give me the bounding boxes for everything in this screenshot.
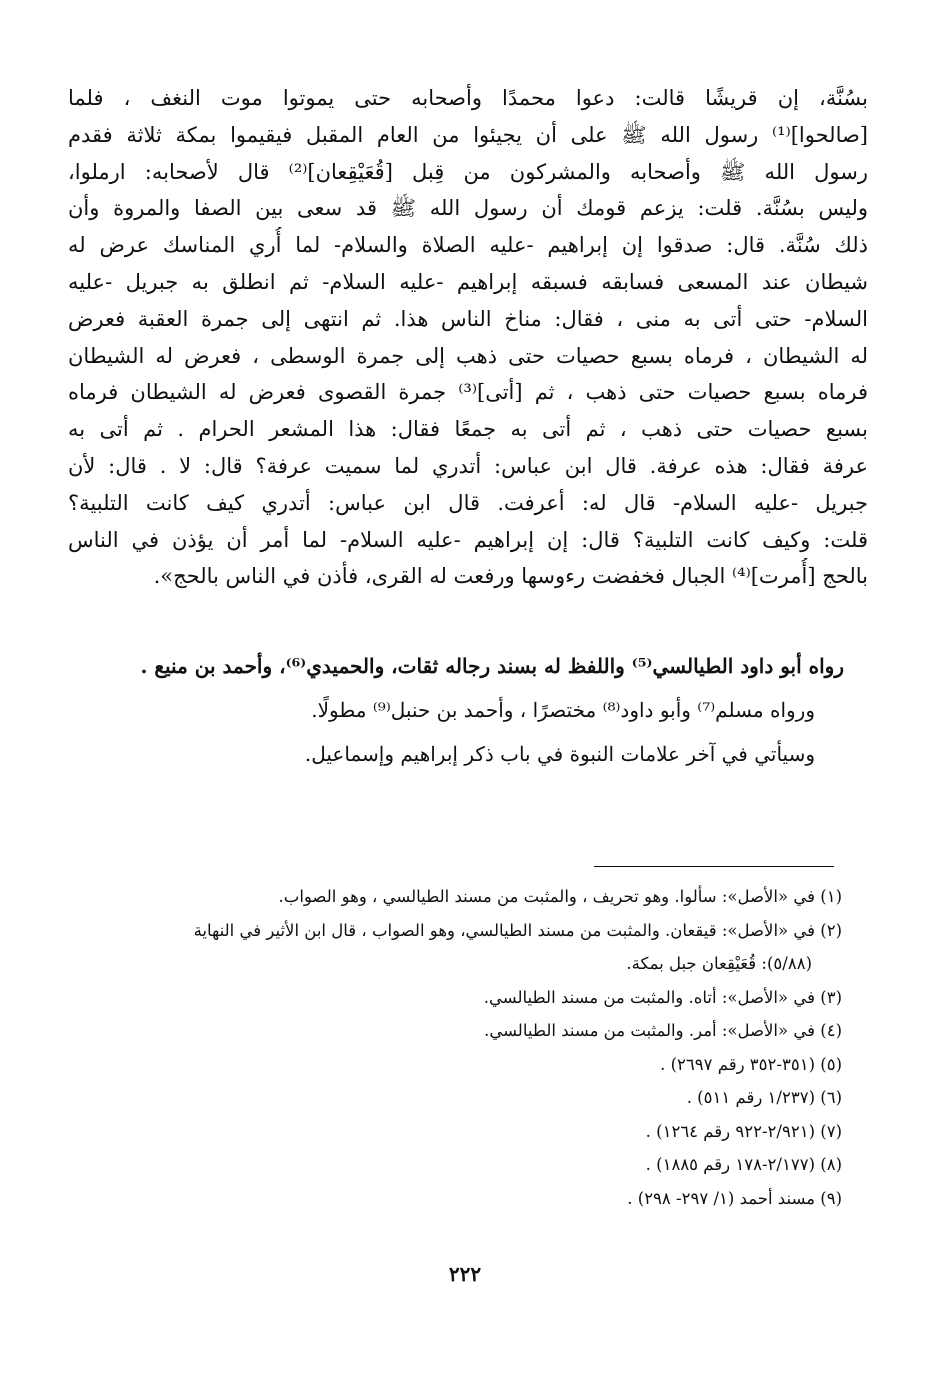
- body-line: شيطان عند المسعى فسابقه فسبقه إبراهيم -عليه السلام- ثم انطلق به جبريل -عليه: [68, 269, 868, 294]
- page-number: ٢٢٢: [448, 1262, 482, 1286]
- body-line: له الشيطان ، فرماه بسبع حصيات حتى ذهب إلى جمرة الوسطى ، فعرض له الشيطان: [68, 343, 868, 368]
- footnote-6: (٦) (١/٢٣٧ رقم ٥١١) .: [686, 1088, 842, 1107]
- footnotes-section: [82, 880, 842, 1215]
- body-line: فرماه بسبع حصيات حتى ذهب ، ثم [أتى]⁽³⁾ جمرة القصوى فعرض له الشيطان فرماه: [68, 380, 868, 405]
- footnote-8: (٨) (٢/١٧٧-١٧٨ رقم ١٨٨٥) .: [645, 1155, 842, 1174]
- body-line: ذلك سُنَّة. قال: صدقوا إن إبراهيم -عليه الصلاة والسلام- لما أُري المناسك عرض له: [68, 233, 868, 258]
- body-line: قلت: وكيف كانت التلبية؟ قال: إن إبراهيم -عليه السلام- لما أمر أن يؤذن في الناس: [68, 527, 868, 552]
- attribution-line-primary: رواه أبو داود الطيالسي⁽⁵⁾ واللفظ له بسند رجاله ثقات، والحميدي⁽⁶⁾، وأحمد بن منيع .: [140, 654, 844, 678]
- footnote-7: (٧) (٢/٩٢١-٩٢٢ رقم ١٢٦٤) .: [645, 1121, 842, 1141]
- footnote-2-text: (٢) في «الأصل»: قيقعان. والمثبت من مسند الطيالسي، وهو الصواب ، قال ابن الأثير في النهاية: [193, 920, 842, 940]
- body-line: بسُنَّة، إن قريشًا قالت: دعوا محمدًا وأصحابه حتى يموتوا موت النغف ، فلما: [68, 86, 868, 110]
- footnote-2-continuation: (٥/٨٨): قُعَيْقِعان جبل بمكة.: [626, 954, 812, 973]
- body-line: بسبع حصيات حتى ذهب ، ثم أتى به جمعًا فقال: هذا المشعر الحرام . ثم أتى به: [68, 417, 868, 442]
- cross-reference-line: وسيأتي في آخر علامات النبوة في باب ذكر إبراهيم وإسماعيل.: [304, 742, 815, 766]
- footnote-9: (٩) مسند أحمد (١/ ٢٩٧- ٢٩٨) .: [627, 1188, 842, 1208]
- footnote-5: (٥) (٣٥١-٣٥٢ رقم ٢٦٩٧) .: [660, 1054, 842, 1074]
- footnote-1: (١) في «الأصل»: سألوا. وهو تحريف ، والمثبت من مسند الطيالسي ، وهو الصواب.: [278, 887, 842, 906]
- body-line: بالحج [أُمرت]⁽⁴⁾ الجبال فخفضت رءوسها ورفعت له القرى، فأذن في الناس بالحج».: [153, 564, 868, 589]
- footnote-4: (٤) في «الأصل»: أمر. والمثبت من مسند الطيالسي.: [484, 1021, 842, 1040]
- body-line: رسول الله ﷺ وأصحابه والمشركون من قِبل [قُعَيْقِعان]⁽²⁾ قال لأصحابه: ارملوا،: [68, 159, 868, 184]
- body-line: [صالحوا]⁽¹⁾ رسول الله ﷺ على أن يجيئوا من العام المقبل فيقيموا بمكة ثلاثة فقدم: [68, 122, 868, 147]
- attribution-line-secondary: ورواه مسلم⁽⁷⁾ وأبو داود⁽⁸⁾ مختصرًا ، وأحمد بن حنبل⁽⁹⁾ مطولًا.: [311, 698, 815, 722]
- footnote-divider: [594, 866, 834, 867]
- body-line: عرفة فقال: هذه عرفة. قال ابن عباس: أتدري لما سميت عرفة؟ قال: لا . قال: لأن: [68, 453, 868, 478]
- body-line: جبريل -عليه السلام- قال له: أعرفت. قال ابن عباس: أتدري كيف كانت التلبية؟: [68, 490, 868, 515]
- main-text-body: [68, 80, 868, 595]
- footnote-3: (٣) في «الأصل»: أتاه. والمثبت من مسند الطيالسي.: [483, 987, 842, 1007]
- body-line: السلام- حتى أتى به منى ، فقال: مناخ الناس هذا. ثم انتهى إلى جمرة العقبة فعرض: [68, 306, 868, 331]
- footnote-2: [82, 914, 842, 981]
- body-line: وليس بسُنَّة. قلت: يزعم قومك أن رسول الله ﷺ قد سعى بين الصفا والمروة وأن: [68, 196, 868, 221]
